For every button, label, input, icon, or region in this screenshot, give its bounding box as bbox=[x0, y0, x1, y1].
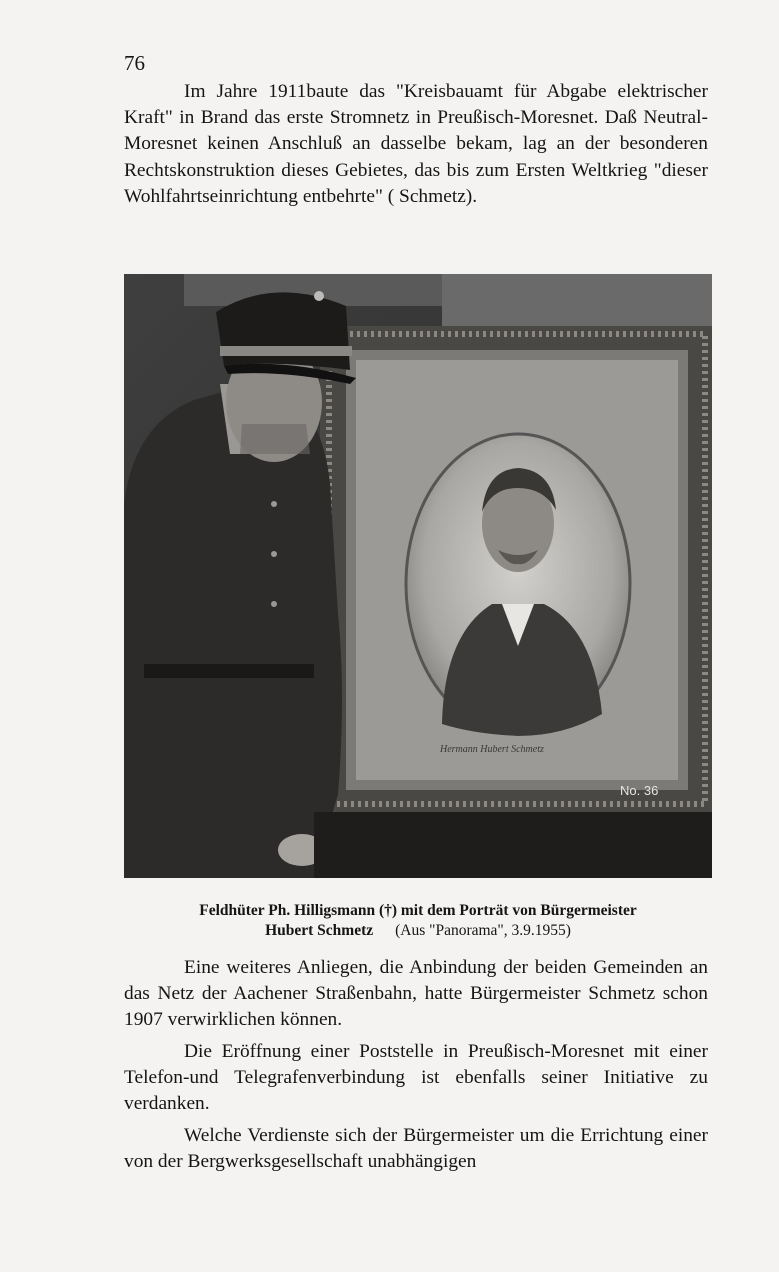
uniform-cap bbox=[216, 292, 350, 370]
caption-name: Hubert Schmetz bbox=[265, 922, 374, 939]
caption-source: (Aus "Panorama", 3.9.1955) bbox=[395, 922, 571, 939]
figure-caption-line1: Feldhüter Ph. Hilligsmann (†) mit dem Porträt von Bürgermeister bbox=[199, 902, 637, 919]
standing-man bbox=[124, 386, 342, 878]
page-number: 76 bbox=[124, 51, 145, 75]
photo-illustration bbox=[124, 274, 712, 878]
frame-number-label: No. 36 bbox=[620, 783, 659, 798]
historical-photo bbox=[124, 274, 712, 878]
paragraph-mayor-merits: Welche Verdienste sich der Bürgermeister um die Errichtung einer von der Bergwerksgesellschaft unabhängigen bbox=[124, 1125, 708, 1173]
paragraph-post-office: Die Eröffnung einer Poststelle in Preußisch-Moresnet mit einer Telefon-und Telegrafenverbindung ist ebenfalls seiner Initiative zu verdanken. bbox=[124, 1041, 708, 1115]
portrait-signature: Hermann Hubert Schmetz bbox=[440, 744, 544, 755]
paragraph-tram: Eine weiteres Anliegen, die Anbindung der beiden Gemeinden an das Netz der Aachener Straßenbahn, hatte Bürgermeister Schmetz schon 1907 verwirklichen können. bbox=[124, 957, 708, 1031]
paragraph-electricity: Im Jahre 1911baute das "Kreisbauamt für Abgabe elektrischer Kraft" in Brand das erste Stromnetz in Preußisch-Moresnet. Daß Neutral-Moresnet keinen Anschluß an dasselbe bekam, lag an der besonderen Rechtskonstruktion dieses Gebietes, das bis zum Ersten Weltkrieg "dieser Wohlfahrtseinrichtung entbehrte" ( Schmetz). bbox=[124, 81, 708, 207]
figure-caption-line2 bbox=[124, 921, 712, 941]
